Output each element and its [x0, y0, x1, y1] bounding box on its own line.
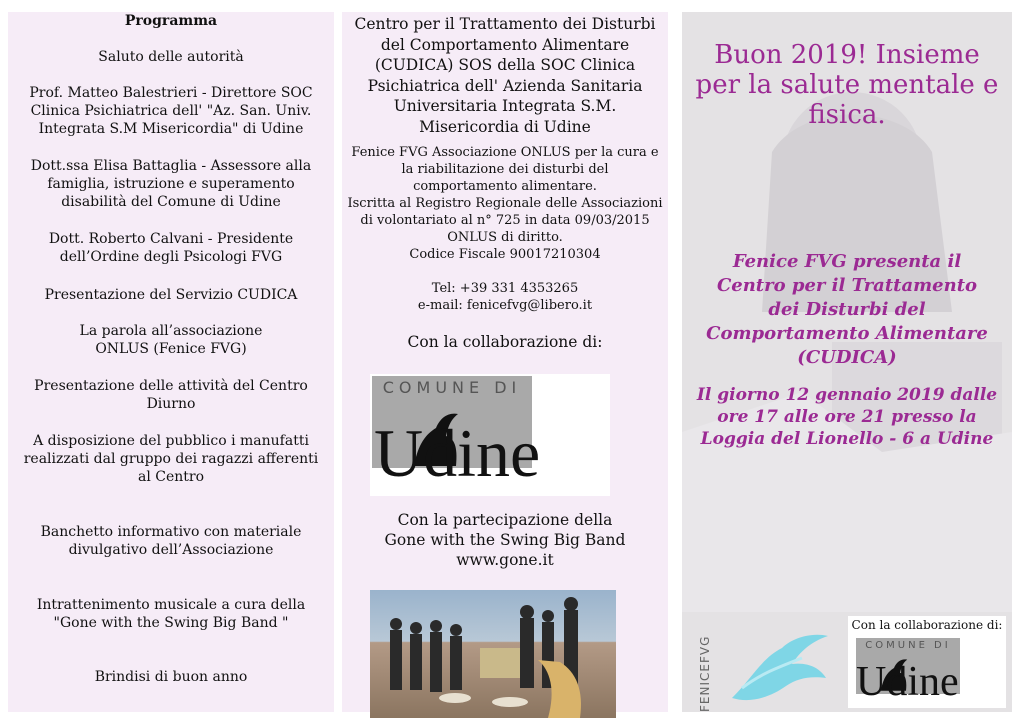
band-line-1: Con la partecipazione della	[397, 511, 613, 529]
programme-item: Presentazione del Servizio CUDICA	[44, 287, 298, 303]
programme-panel	[8, 12, 334, 712]
band-line-2: Gone with the Swing Big Band	[384, 531, 626, 549]
band-photo	[370, 590, 616, 718]
cover-collaboration-label: Con la collaborazione di:	[851, 618, 1003, 632]
cover-comune-udine-logo	[848, 616, 1006, 708]
phoenix-icon	[722, 618, 832, 710]
tax-code: Codice Fiscale 90017210304	[409, 247, 601, 262]
programme-item: Brindisi di buon anno	[94, 669, 248, 685]
band-website: www.gone.it	[456, 551, 554, 569]
onlus-status: ONLUS di diritto.	[447, 230, 563, 245]
cover-event-details: Il giorno 12 gennaio 2019 dalle ore 17 alle ore 21 presso la Loggia del Lionello - 6 a Udine	[696, 385, 998, 449]
programme-item: Prof. Matteo Balestrieri - Direttore SOC Clinica Psichiatrica dell' "Az. San. Univ. Integrata S.M Misericordia" di Udine	[29, 85, 313, 137]
programme-item: Intrattenimento musicale a cura della "Gone with the Swing Big Band "	[36, 597, 306, 631]
programme-item: La parola all’associazione ONLUS (Fenice FVG)	[79, 323, 263, 357]
logo-caption: COMUNE DI	[382, 378, 522, 397]
cover-presents: Fenice FVG presenta il Centro per il Trattamento dei Disturbi del Comportamento Alimentare (CUDICA)	[706, 251, 988, 368]
programme-heading: Programma	[124, 13, 218, 29]
programme-item: A disposizione del pubblico i manufatti realizzati dal gruppo dei ragazzi afferenti al Centro	[23, 433, 319, 485]
info-panel	[342, 12, 668, 712]
programme-item: Dott.ssa Elisa Battaglia - Assessore alla famiglia, istruzione e superamento disabilità del Comune di Udine	[30, 158, 312, 210]
cover-logo-caption: COMUNE DI	[865, 640, 951, 651]
center-title: Centro per il Trattamento dei Disturbi del Comportamento Alimentare (CUDICA) SOS della SOC Clinica Psichiatrica dell' Azienda Sanitaria Universitaria Integrata S.M. Misericordia di Udine	[354, 15, 656, 136]
cover-logo-word: Udine	[856, 659, 959, 705]
association-description: Fenice FVG Associazione ONLUS per la cura e la riabilitazione dei disturbi del comportamento alimentare.	[351, 145, 659, 194]
programme-item: Presentazione delle attività del Centro Diurno	[34, 378, 308, 412]
programme-item: Saluto delle autorità	[98, 49, 244, 65]
cover-greeting: Buon 2019! Insieme per la salute mentale e fisica.	[695, 40, 999, 130]
fenice-logo-text: FENICEFVG	[698, 635, 712, 712]
collaboration-label: Con la collaborazione di:	[407, 333, 603, 351]
cover-panel	[682, 12, 1012, 712]
logo-word: Udine	[374, 415, 541, 491]
fenice-logo	[692, 616, 722, 712]
programme-item: Dott. Roberto Calvani - Presidente dell’Ordine degli Psicologi FVG	[48, 231, 294, 265]
programme-item: Banchetto informativo con materiale divulgativo dell’Associazione	[40, 524, 302, 558]
email: e-mail: fenicefvg@libero.it	[417, 298, 593, 313]
comune-udine-logo	[370, 374, 610, 496]
registry-info: Iscritta al Registro Regionale delle Associazioni di volontariato al n° 725 in data 09/03/2015	[347, 196, 663, 228]
band-photo-figures	[370, 590, 616, 718]
phone: Tel: +39 331 4353265	[431, 281, 579, 296]
